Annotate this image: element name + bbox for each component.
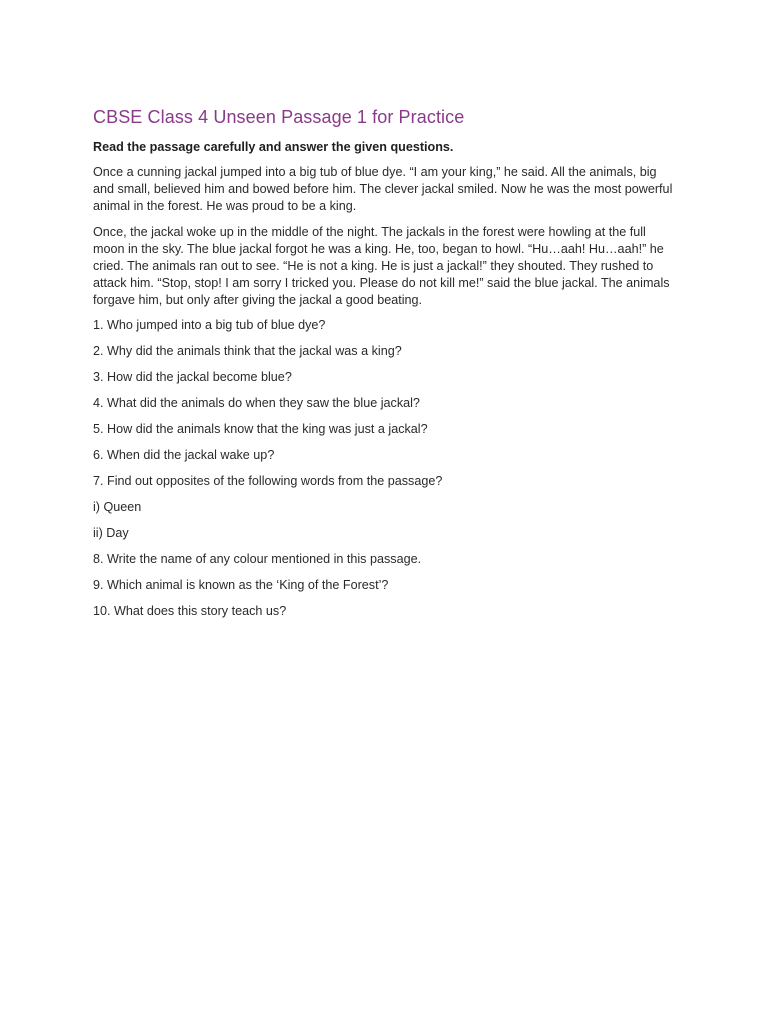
question-item: 10. What does this story teach us? (93, 604, 287, 618)
question-item: 2. Why did the animals think that the jackal was a king? (93, 344, 402, 358)
question-subitem: i) Queen (93, 500, 142, 514)
page-title: CBSE Class 4 Unseen Passage 1 for Practice (93, 107, 465, 127)
passage-paragraph-1: Once a cunning jackal jumped into a big tub of blue dye. “I am your king,” he said. All the animals, big and small, believed him and bowed before him. The clever jackal smiled. Now he was the most powerful animal in the forest. He was proud to be a king. (93, 165, 673, 213)
document-page (93, 104, 678, 629)
question-item: 1. Who jumped into a big tub of blue dye? (93, 318, 326, 332)
question-list (93, 317, 678, 620)
question-item: 5. How did the animals know that the king was just a jackal? (93, 422, 428, 436)
question-item: 6. When did the jackal wake up? (93, 448, 275, 462)
question-item: 3. How did the jackal become blue? (93, 370, 292, 384)
question-subitem: ii) Day (93, 526, 129, 540)
question-item: 8. Write the name of any colour mentioned in this passage. (93, 552, 422, 566)
question-item: 4. What did the animals do when they saw the blue jackal? (93, 396, 420, 410)
question-item: 7. Find out opposites of the following words from the passage? (93, 474, 443, 488)
instruction-text: Read the passage carefully and answer the given questions. (93, 140, 454, 154)
question-item: 9. Which animal is known as the ‘King of the Forest’? (93, 578, 389, 592)
passage-paragraph-2: Once, the jackal woke up in the middle of the night. The jackals in the forest were howling at the full moon in the sky. The blue jackal forgot he was a king. He, too, began to howl. “Hu…aah! Hu…aah!” he cried. The animals ran out to see. “He is not a king. He is just a jackal!” they shouted. They rushed to attack him. “Stop, stop! I am sorry I tricked you. Please do not kill me!” said the blue jackal. The animals forgave him, but only after giving the jackal a good beating. (93, 225, 670, 307)
